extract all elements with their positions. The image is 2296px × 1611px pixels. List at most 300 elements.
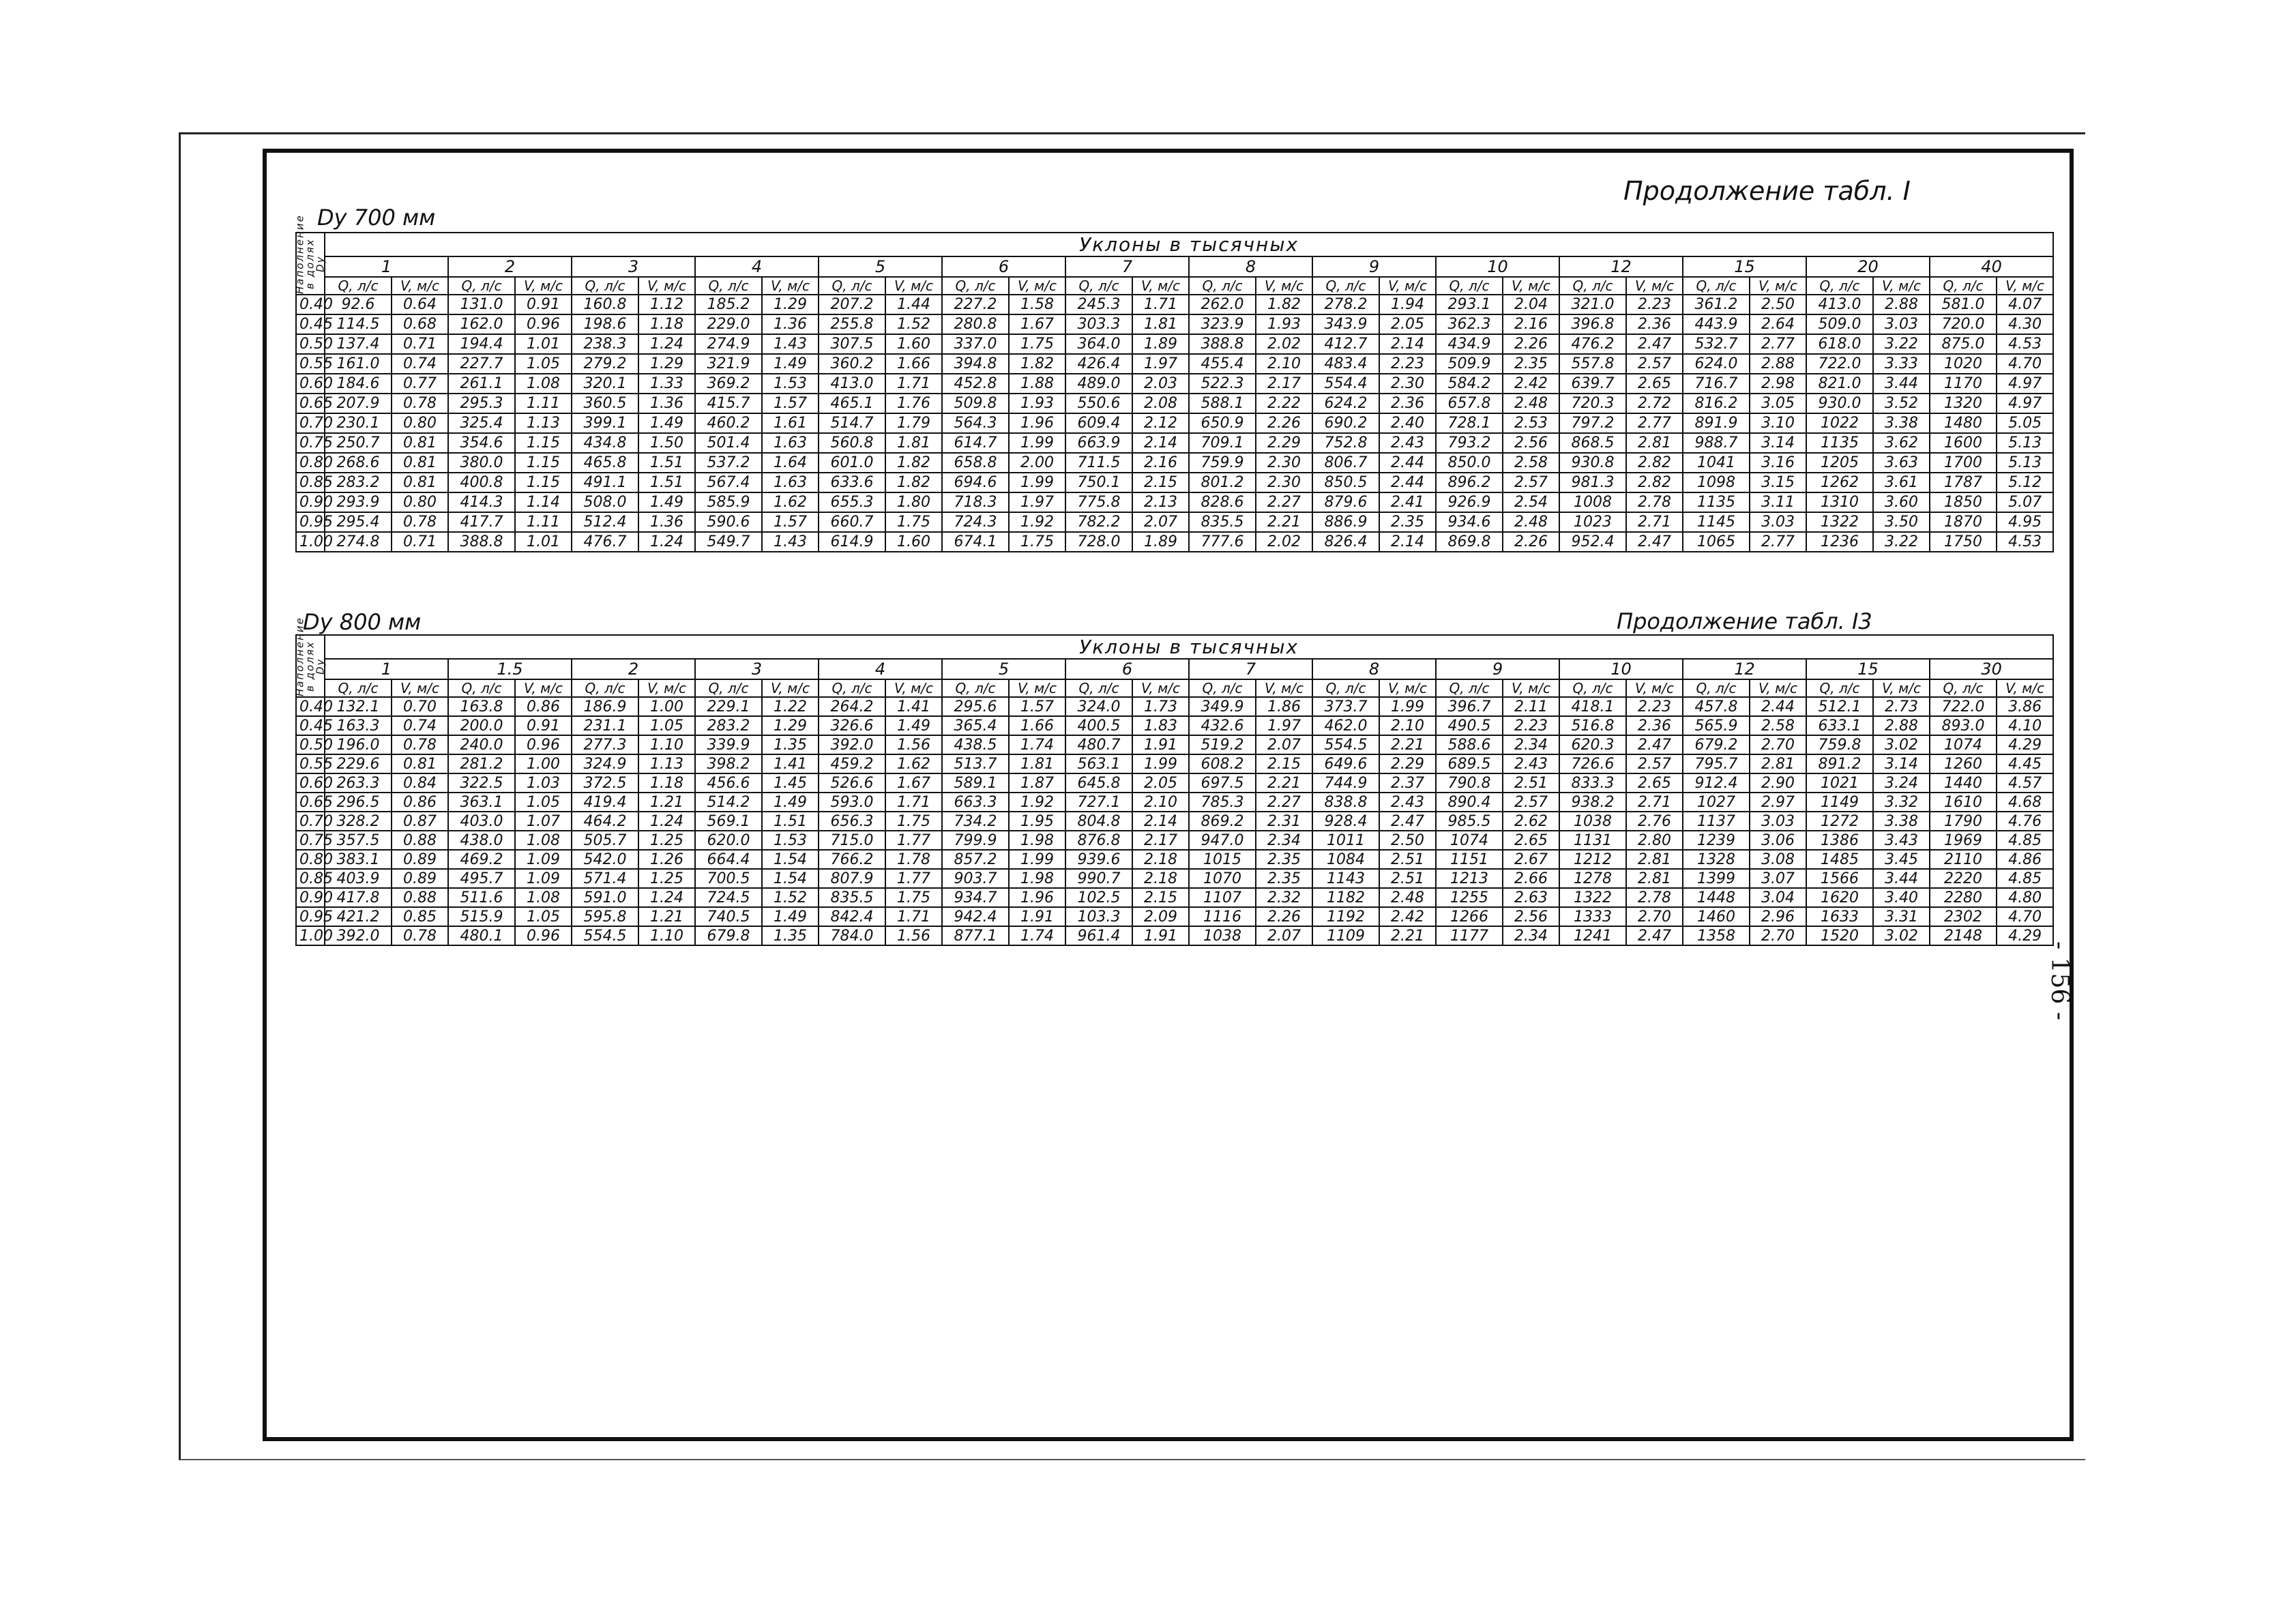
flow-value: 1750 [1930, 532, 1997, 552]
velocity-value: 1.74 [1009, 735, 1065, 754]
velocity-value: 4.85 [1997, 869, 2053, 888]
velocity-value: 0.96 [515, 314, 572, 334]
velocity-value: 4.29 [1997, 735, 2053, 754]
flow-value: 337.0 [942, 334, 1009, 354]
slope-value: 12 [1683, 659, 1806, 679]
velocity-value: 2.03 [1132, 374, 1189, 394]
flow-value: 842.4 [819, 907, 885, 926]
flow-value: 1322 [1806, 512, 1873, 532]
flow-unit-header: Q, л/с [325, 679, 392, 697]
flow-value: 657.8 [1436, 394, 1503, 413]
velocity-value: 1.93 [1009, 394, 1065, 413]
velocity-value: 2.44 [1379, 453, 1436, 473]
velocity-unit-header: V, м/с [762, 277, 819, 295]
velocity-value: 2.71 [1626, 512, 1683, 532]
flow-value: 418.1 [1559, 697, 1626, 716]
flow-value: 501.4 [695, 433, 762, 453]
flow-value: 229.0 [695, 314, 762, 334]
flow-value: 227.2 [942, 295, 1009, 314]
flow-value: 664.4 [695, 850, 762, 869]
flow-value: 942.4 [942, 907, 1009, 926]
velocity-value: 2.72 [1626, 394, 1683, 413]
fill-ratio: 0.60 [296, 773, 325, 793]
flow-value: 1074 [1436, 831, 1503, 850]
velocity-value: 2.44 [1750, 697, 1806, 716]
flow-value: 658.8 [942, 453, 1009, 473]
flow-value: 476.2 [1559, 334, 1626, 354]
velocity-value: 1.75 [1009, 334, 1065, 354]
velocity-value: 0.74 [392, 354, 448, 374]
flow-value: 1460 [1683, 907, 1750, 926]
velocity-value: 1.43 [762, 334, 819, 354]
velocity-value: 1.25 [638, 869, 695, 888]
slope-value: 15 [1806, 659, 1930, 679]
flow-value: 879.6 [1312, 492, 1379, 512]
flow-value: 650.9 [1189, 413, 1256, 433]
velocity-value: 1.98 [1009, 831, 1065, 850]
flow-value: 231.1 [572, 716, 638, 735]
velocity-value: 1.71 [1132, 295, 1189, 314]
velocity-value: 0.68 [392, 314, 448, 334]
velocity-value: 2.27 [1256, 793, 1312, 812]
flow-value: 432.6 [1189, 716, 1256, 735]
velocity-value: 4.70 [1997, 907, 2053, 926]
flow-value: 2280 [1930, 888, 1997, 907]
velocity-value: 2.47 [1379, 812, 1436, 831]
flow-value: 560.8 [819, 433, 885, 453]
velocity-value: 1.11 [515, 394, 572, 413]
velocity-value: 4.10 [1997, 716, 2053, 735]
flow-value: 877.1 [942, 926, 1009, 945]
flow-value: 240.0 [448, 735, 515, 754]
velocity-value: 0.74 [392, 716, 448, 735]
velocity-unit-header: V, м/с [885, 277, 942, 295]
velocity-value: 0.78 [392, 735, 448, 754]
flow-value: 207.2 [819, 295, 885, 314]
velocity-value: 1.75 [885, 888, 942, 907]
velocity-value: 1.91 [1132, 926, 1189, 945]
flow-value: 614.7 [942, 433, 1009, 453]
flow-value: 1145 [1683, 512, 1750, 532]
flow-value: 1023 [1559, 512, 1626, 532]
velocity-value: 2.26 [1256, 907, 1312, 926]
flow-value: 512.4 [572, 512, 638, 532]
velocity-value: 4.53 [1997, 334, 2053, 354]
flow-value: 759.9 [1189, 453, 1256, 473]
flow-value: 323.9 [1189, 314, 1256, 334]
flow-value: 728.1 [1436, 413, 1503, 433]
flow-value: 417.8 [325, 888, 392, 907]
slope-value: 3 [695, 659, 819, 679]
flow-value: 293.9 [325, 492, 392, 512]
flow-value: 307.5 [819, 334, 885, 354]
flow-unit-header: Q, л/с [448, 277, 515, 295]
flow-value: 1239 [1683, 831, 1750, 850]
flow-value: 532.7 [1683, 334, 1750, 354]
flow-value: 930.8 [1559, 453, 1626, 473]
table-row [296, 453, 2053, 473]
flow-value: 457.8 [1683, 697, 1750, 716]
velocity-value: 2.88 [1873, 295, 1930, 314]
velocity-value: 2.53 [1503, 413, 1559, 433]
velocity-unit-header: V, м/с [515, 679, 572, 697]
velocity-value: 1.80 [885, 492, 942, 512]
velocity-value: 1.96 [1009, 888, 1065, 907]
velocity-value: 1.26 [638, 850, 695, 869]
fill-ratio: 0.50 [296, 735, 325, 754]
flow-value: 2148 [1930, 926, 1997, 945]
velocity-value: 1.52 [762, 888, 819, 907]
velocity-value: 3.52 [1873, 394, 1930, 413]
velocity-value: 2.07 [1256, 926, 1312, 945]
velocity-value: 2.96 [1750, 907, 1806, 926]
flow-value: 893.0 [1930, 716, 1997, 735]
flow-value: 1440 [1930, 773, 1997, 793]
velocity-value: 1.66 [885, 354, 942, 374]
velocity-value: 1.13 [515, 413, 572, 433]
velocity-value: 1.44 [885, 295, 942, 314]
velocity-value: 3.11 [1750, 492, 1806, 512]
velocity-value: 2.98 [1750, 374, 1806, 394]
velocity-value: 3.38 [1873, 812, 1930, 831]
flow-value: 1027 [1683, 793, 1750, 812]
flow-value: 293.1 [1436, 295, 1503, 314]
flow-value: 890.4 [1436, 793, 1503, 812]
velocity-value: 5.05 [1997, 413, 2053, 433]
slope-value: 12 [1559, 256, 1683, 277]
velocity-value: 1.99 [1009, 473, 1065, 492]
velocity-value: 3.16 [1750, 453, 1806, 473]
velocity-value: 2.43 [1503, 754, 1559, 773]
fill-header: Наполнение в долях Dy [293, 617, 327, 696]
fill-ratio: 0.80 [296, 850, 325, 869]
velocity-value: 2.36 [1626, 716, 1683, 735]
flow-value: 821.0 [1806, 374, 1873, 394]
velocity-unit-header: V, м/с [1750, 679, 1806, 697]
velocity-value: 2.78 [1626, 492, 1683, 512]
flow-value: 469.2 [448, 850, 515, 869]
flow-value: 198.6 [572, 314, 638, 334]
slope-value: 8 [1189, 256, 1312, 277]
velocity-unit-header: V, м/с [515, 277, 572, 295]
flow-value: 608.2 [1189, 754, 1256, 773]
velocity-value: 0.89 [392, 850, 448, 869]
flow-value: 283.2 [695, 716, 762, 735]
flow-value: 238.3 [572, 334, 638, 354]
velocity-value: 2.13 [1132, 492, 1189, 512]
flow-value: 674.1 [942, 532, 1009, 552]
velocity-value: 3.40 [1873, 888, 1930, 907]
flow-value: 886.9 [1312, 512, 1379, 532]
flow-value: 728.0 [1065, 532, 1132, 552]
flow-unit-header: Q, л/с [1312, 679, 1379, 697]
flow-value: 588.1 [1189, 394, 1256, 413]
slope-value: 5 [819, 256, 942, 277]
velocity-value: 1.00 [515, 754, 572, 773]
flow-value: 263.3 [325, 773, 392, 793]
velocity-value: 2.56 [1503, 433, 1559, 453]
velocity-value: 2.18 [1132, 869, 1189, 888]
velocity-unit-header: V, м/с [1009, 679, 1065, 697]
flow-value: 227.7 [448, 354, 515, 374]
velocity-value: 2.29 [1379, 754, 1436, 773]
velocity-value: 2.51 [1503, 773, 1559, 793]
velocity-value: 1.75 [1009, 532, 1065, 552]
flow-value: 277.3 [572, 735, 638, 754]
flow-value: 926.9 [1436, 492, 1503, 512]
velocity-value: 3.32 [1873, 793, 1930, 812]
flow-value: 938.2 [1559, 793, 1626, 812]
velocity-value: 1.92 [1009, 512, 1065, 532]
flow-value: 262.0 [1189, 295, 1256, 314]
fill-ratio: 1.00 [296, 532, 325, 552]
velocity-value: 2.41 [1379, 492, 1436, 512]
velocity-value: 2.14 [1132, 812, 1189, 831]
flow-value: 303.3 [1065, 314, 1132, 334]
velocity-value: 1.99 [1009, 850, 1065, 869]
velocity-value: 2.02 [1256, 334, 1312, 354]
velocity-value: 1.97 [1256, 716, 1312, 735]
flow-value: 588.6 [1436, 735, 1503, 754]
velocity-value: 2.50 [1379, 831, 1436, 850]
flow-value: 365.4 [942, 716, 1009, 735]
velocity-value: 2.81 [1750, 754, 1806, 773]
velocity-value: 1.95 [1009, 812, 1065, 831]
flow-value: 452.8 [942, 374, 1009, 394]
flow-value: 1084 [1312, 850, 1379, 869]
velocity-value: 3.14 [1873, 754, 1930, 773]
flow-value: 750.1 [1065, 473, 1132, 492]
table2-diameter-label: Dy 800 мм [303, 609, 422, 635]
velocity-value: 2.21 [1256, 512, 1312, 532]
flow-value: 283.2 [325, 473, 392, 492]
velocity-value: 0.80 [392, 492, 448, 512]
flow-value: 398.2 [695, 754, 762, 773]
velocity-value: 1.05 [515, 907, 572, 926]
velocity-value: 1.96 [1009, 413, 1065, 433]
flow-value: 1116 [1189, 907, 1256, 926]
velocity-value: 2.07 [1256, 735, 1312, 754]
flow-value: 512.1 [1806, 697, 1873, 716]
flow-value: 649.6 [1312, 754, 1379, 773]
velocity-value: 1.11 [515, 512, 572, 532]
velocity-value: 2.34 [1503, 735, 1559, 754]
velocity-value: 1.61 [762, 413, 819, 433]
velocity-value: 2.57 [1503, 793, 1559, 812]
flow-value: 362.3 [1436, 314, 1503, 334]
velocity-value: 2.11 [1503, 697, 1559, 716]
flow-value: 1038 [1559, 812, 1626, 831]
velocity-value: 1.24 [638, 888, 695, 907]
flow-value: 903.7 [942, 869, 1009, 888]
table2-caption: Продолжение табл. I3 [1617, 608, 1872, 634]
fill-ratio: 0.90 [296, 492, 325, 512]
fill-ratio: 0.45 [296, 314, 325, 334]
velocity-value: 3.03 [1873, 314, 1930, 334]
flow-value: 324.9 [572, 754, 638, 773]
velocity-value: 1.79 [885, 413, 942, 433]
flow-value: 415.7 [695, 394, 762, 413]
velocity-value: 2.58 [1750, 716, 1806, 735]
slope-value: 15 [1683, 256, 1806, 277]
flow-value: 645.8 [1065, 773, 1132, 793]
velocity-value: 1.99 [1132, 754, 1189, 773]
flow-unit-header: Q, л/с [1683, 277, 1750, 295]
flow-value: 988.7 [1683, 433, 1750, 453]
fill-ratio: 0.85 [296, 473, 325, 492]
velocity-unit-header: V, м/с [1626, 679, 1683, 697]
slope-value: 20 [1806, 256, 1930, 277]
flow-value: 400.8 [448, 473, 515, 492]
velocity-value: 1.87 [1009, 773, 1065, 793]
flow-value: 601.0 [819, 453, 885, 473]
flow-value: 515.9 [448, 907, 515, 926]
flow-value: 513.7 [942, 754, 1009, 773]
velocity-value: 4.76 [1997, 812, 2053, 831]
flow-value: 114.5 [325, 314, 392, 334]
velocity-value: 3.44 [1873, 869, 1930, 888]
flow-value: 639.7 [1559, 374, 1626, 394]
velocity-value: 3.31 [1873, 907, 1930, 926]
velocity-value: 2.65 [1503, 831, 1559, 850]
velocity-value: 2.14 [1379, 532, 1436, 552]
flow-value: 1135 [1683, 492, 1750, 512]
velocity-value: 1.81 [885, 433, 942, 453]
flow-value: 835.5 [1189, 512, 1256, 532]
flow-value: 1787 [1930, 473, 1997, 492]
velocity-value: 1.09 [515, 869, 572, 888]
flow-value: 618.0 [1806, 334, 1873, 354]
flow-value: 690.2 [1312, 413, 1379, 433]
slope-value: 1 [325, 659, 448, 679]
flow-value: 360.2 [819, 354, 885, 374]
flow-value: 264.2 [819, 697, 885, 716]
velocity-value: 4.95 [1997, 512, 2053, 532]
flow-value: 443.9 [1683, 314, 1750, 334]
velocity-value: 2.51 [1379, 869, 1436, 888]
flow-value: 875.0 [1930, 334, 1997, 354]
flow-value: 593.0 [819, 793, 885, 812]
flow-value: 357.5 [325, 831, 392, 850]
flow-value: 516.8 [1559, 716, 1626, 735]
flow-value: 912.4 [1683, 773, 1750, 793]
flow-value: 194.4 [448, 334, 515, 354]
flow-value: 694.6 [942, 473, 1009, 492]
velocity-value: 3.45 [1873, 850, 1930, 869]
velocity-value: 1.52 [885, 314, 942, 334]
flow-value: 563.1 [1065, 754, 1132, 773]
velocity-value: 3.03 [1750, 512, 1806, 532]
velocity-value: 2.58 [1503, 453, 1559, 473]
velocity-value: 2.29 [1256, 433, 1312, 453]
flow-value: 557.8 [1559, 354, 1626, 374]
flow-value: 434.9 [1436, 334, 1503, 354]
fill-ratio: 0.55 [296, 754, 325, 773]
velocity-value: 1.29 [762, 295, 819, 314]
velocity-value: 2.17 [1132, 831, 1189, 850]
velocity-value: 1.05 [638, 716, 695, 735]
flow-value: 103.3 [1065, 907, 1132, 926]
velocity-value: 1.49 [762, 793, 819, 812]
velocity-value: 0.87 [392, 812, 448, 831]
velocity-value: 2.77 [1750, 532, 1806, 552]
flow-value: 163.3 [325, 716, 392, 735]
flow-value: 961.4 [1065, 926, 1132, 945]
velocity-value: 1.57 [762, 394, 819, 413]
velocity-value: 1.89 [1132, 532, 1189, 552]
flow-unit-header: Q, л/с [1806, 277, 1873, 295]
flow-value: 459.2 [819, 754, 885, 773]
flow-value: 1137 [1683, 812, 1750, 831]
velocity-value: 2.76 [1626, 812, 1683, 831]
flow-value: 585.9 [695, 492, 762, 512]
flow-value: 476.7 [572, 532, 638, 552]
flow-unit-header: Q, л/с [942, 277, 1009, 295]
flow-value: 990.7 [1065, 869, 1132, 888]
velocity-value: 1.41 [885, 697, 942, 716]
slope-value: 2 [572, 659, 695, 679]
velocity-value: 0.88 [392, 888, 448, 907]
flow-unit-header: Q, л/с [1189, 277, 1256, 295]
flow-value: 245.3 [1065, 295, 1132, 314]
velocity-value: 1.45 [762, 773, 819, 793]
velocity-value: 0.91 [515, 716, 572, 735]
flow-value: 801.2 [1189, 473, 1256, 492]
velocity-value: 2.35 [1256, 869, 1312, 888]
flow-value: 1109 [1312, 926, 1379, 945]
velocity-value: 1.54 [762, 869, 819, 888]
velocity-value: 0.78 [392, 394, 448, 413]
velocity-value: 2.47 [1626, 334, 1683, 354]
table-row [296, 532, 2053, 552]
flow-value: 804.8 [1065, 812, 1132, 831]
velocity-value: 2.56 [1503, 907, 1559, 926]
velocity-value: 1.01 [515, 532, 572, 552]
velocity-value: 1.51 [638, 473, 695, 492]
velocity-value: 2.05 [1379, 314, 1436, 334]
flow-value: 417.7 [448, 512, 515, 532]
velocity-value: 0.77 [392, 374, 448, 394]
velocity-value: 2.77 [1750, 334, 1806, 354]
flow-value: 320.1 [572, 374, 638, 394]
slopes-header: Уклоны в тысячных [325, 233, 2053, 256]
velocity-value: 1.97 [1132, 354, 1189, 374]
fill-ratio: 0.90 [296, 888, 325, 907]
flow-value: 1135 [1806, 433, 1873, 453]
flow-value: 1600 [1930, 433, 1997, 453]
flow-value: 412.7 [1312, 334, 1379, 354]
velocity-value: 1.49 [762, 354, 819, 374]
velocity-value: 2.63 [1503, 888, 1559, 907]
flow-value: 274.9 [695, 334, 762, 354]
table-row [296, 697, 2053, 716]
velocity-value: 3.10 [1750, 413, 1806, 433]
flow-value: 489.0 [1065, 374, 1132, 394]
slope-value: 1 [325, 256, 448, 277]
velocity-value: 2.26 [1503, 532, 1559, 552]
velocity-value: 2.16 [1503, 314, 1559, 334]
velocity-value: 3.38 [1873, 413, 1930, 433]
velocity-value: 1.15 [515, 433, 572, 453]
table-row [296, 374, 2053, 394]
velocity-unit-header: V, м/с [638, 679, 695, 697]
flow-value: 1448 [1683, 888, 1750, 907]
velocity-value: 1.77 [885, 869, 942, 888]
velocity-value: 3.33 [1873, 354, 1930, 374]
velocity-value: 1.94 [1379, 295, 1436, 314]
table1-diameter-label: Dy 700 мм [317, 205, 436, 231]
flow-value: 554.5 [1312, 735, 1379, 754]
